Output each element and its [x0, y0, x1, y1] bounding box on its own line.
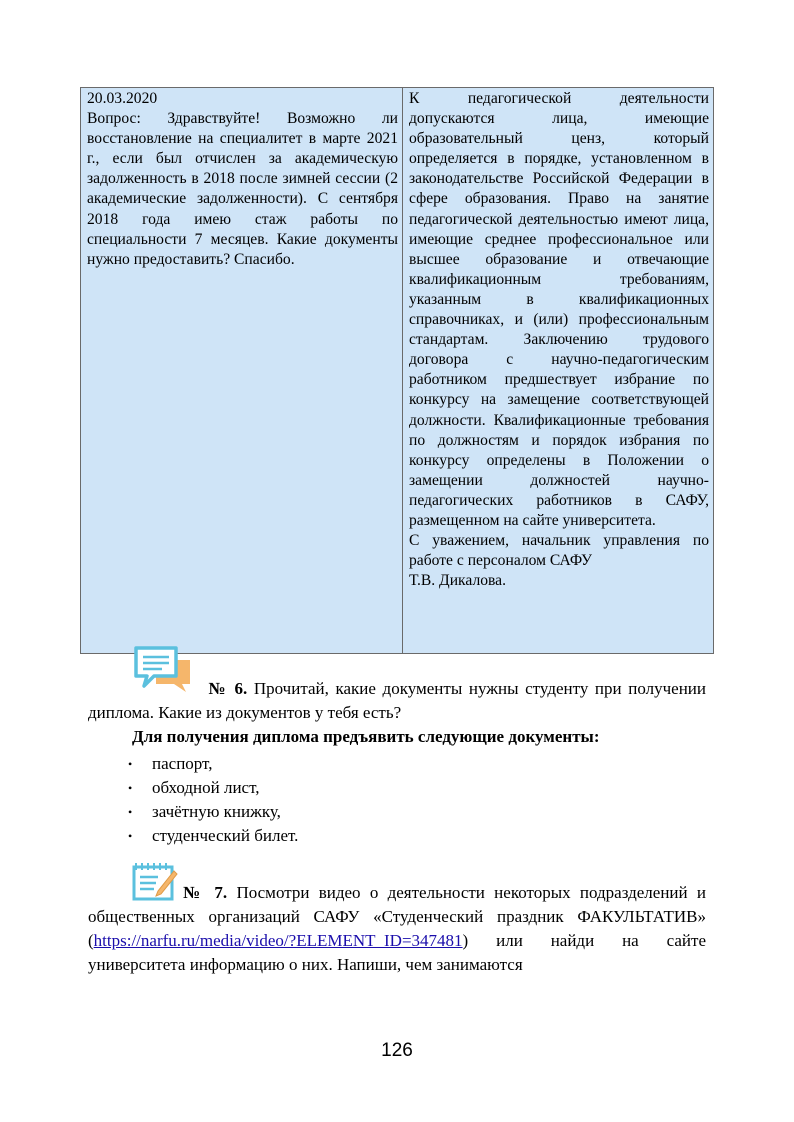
- answer-signer: Т.В. Дикалова.: [409, 572, 506, 590]
- question-text: Вопрос: Здравствуйте! Возможно ли восстановление на специалитет в марте 2021 г., если был отчислен за академическую задолженность в 2018 после зимней сессии (2 академические задолженности). С сентября 2018 года имею стаж работы по специальности 7 месяцев. Какие документы нужно предоставить? Спасибо.: [87, 110, 398, 268]
- answer-cell: [403, 88, 714, 654]
- task7-text-after: ) или найди на сайте университета информацию о них. Напиши, чем занимаются: [88, 931, 706, 974]
- documents-list: [128, 752, 298, 848]
- bullet-icon: •: [128, 757, 133, 771]
- task6-heading: Для получения диплома предъявить следующие документы:: [132, 727, 600, 746]
- list-item: • паспорт,: [128, 752, 298, 776]
- task6-number: № 6.: [206, 679, 248, 698]
- task7-text-before: Посмотри видео о деятельности некоторых подразделений и общественных организаций САФУ «Студенческий праздник ФАКУЛЬТАТИВ» (: [88, 883, 706, 950]
- list-item: • обходной лист,: [128, 776, 298, 800]
- task7-number: № 7.: [178, 883, 228, 902]
- question-cell: [81, 88, 403, 654]
- task6-text: Прочитай, какие документы нужны студенту при получении диплома. Какие из документов у тебя есть?: [88, 679, 707, 722]
- answer-signature: С уважением, начальник управления по работе с персоналом САФУ: [409, 532, 709, 570]
- list-item: • студенческий билет.: [128, 824, 298, 848]
- qa-table: [80, 87, 714, 654]
- page-number: 126: [381, 1040, 413, 1061]
- task6-paragraph: [88, 677, 706, 725]
- answer-text: К педагогической деятельности допускаются лица, имеющие образовательный ценз, который определяется в порядке, установленном в законодательстве Российской Федерации в сфере образования. Право на занятие педагогической деятельностью имеют лица, имеющие среднее профессиональное или высшее образование и отвечающие квалификационным требованиям, указанным в квалификационных справочниках, и (или) профессиональным стандартам. Заключению трудового договора с научно-педагогическим работником предшествует избрание по конкурсу на замещение соответствующей должности. Квалификационные требования по должностям и порядок избрания по конкурсу определены в Положении о замещении должностей научно-педагогических работников в САФУ, размещенном на сайте университета.: [409, 90, 709, 529]
- bullet-icon: •: [128, 805, 133, 819]
- bullet-icon: •: [128, 829, 133, 843]
- bullet-icon: •: [128, 781, 133, 795]
- table-row: [81, 88, 714, 654]
- list-item: • зачётную книжку,: [128, 800, 298, 824]
- question-date: 20.03.2020: [87, 90, 158, 107]
- task7-paragraph: [88, 881, 706, 977]
- video-link[interactable]: https://narfu.ru/media/video/?ELEMENT_ID=347481: [93, 931, 463, 950]
